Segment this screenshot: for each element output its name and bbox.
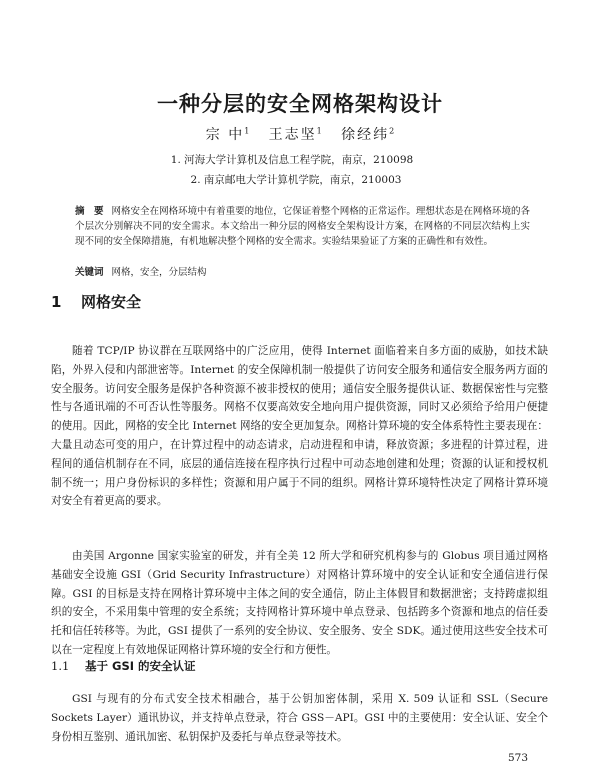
section-number: 1 xyxy=(51,293,62,311)
keywords xyxy=(75,264,207,278)
paragraph-text: GSI 与现有的分布式安全技术相融合，基于公钥加密体制，采用 X. 509 认证和 SSL（Secure Sockets Layer）通讯协议，并支持单点登录，符合 GSS－API。GSI 中的主要使用：安全认证、安全个身份相互鉴别、通讯加密、私钥保护及委托与单点登录等技术。 xyxy=(51,693,548,743)
affiliation-2: 2. 南京邮电大学计算机学院，南京，210003 xyxy=(190,174,402,186)
paper-title: 一种分层的安全网格架构设计 xyxy=(157,92,443,116)
subsection-heading xyxy=(51,658,196,674)
section-title: 网格安全 xyxy=(81,293,142,311)
abstract-label: 摘 要 xyxy=(75,206,104,217)
body-paragraph-1 xyxy=(51,342,548,511)
subsection-number: 1.1 xyxy=(51,659,70,673)
abstract xyxy=(75,204,530,249)
subsection-title: 基于 GSI 的安全认证 xyxy=(85,659,196,673)
paragraph-text: 随着 TCP/IP 协议群在互联网络中的广泛应用，使得 Internet 面临着来自多方面的威胁，如技术缺陷，外界入侵和内部泄密等。Internet 的安全保障机制一般提供了访问安全服务和通信安全服务两方面的安全服务。访问安全服务是保护各种资源不被非授权的使用；通信安全服务提供认证、数据保密性与完整性与各通讯端的不可否认性等服务。网格不仅要高效安全地向用户提供资源，同时又必须给予给用户便捷的使用。因此，网格的安全比 Internet 网络的安全更加复杂。网格计算环境的安全体系特性主要表现在：大量且动态可变的用户，在计算过程中的动态请求，启动进程和申请，释放资源；多进程的计算过程，进程间的通信机制存在不同，底层的通信连接在程序执行过程中可动态地创建和处理；资源的认证和授权机制不统一；用户身份标识的多样性；资源和用户属于不同的组织。网格计算环境特性决定了网格计算环境对安全有着更高的要求。 xyxy=(51,345,548,508)
author-line xyxy=(0,124,600,144)
abstract-text: 网格安全在网格环境中有着重要的地位，它保证着整个网格的正常运作。理想状态是在网格环境的各个层次分别解决不同的安全需求。本文给出一种分层的网格安全架构设计方案，在网格的不同层次结构上实现不同的安全保障措施，有机地解决整个网格的安全需求。实验结果验证了方案的正确性和有效性。 xyxy=(75,206,530,247)
body-paragraph-2 xyxy=(51,547,548,660)
author-1: 宗 中$^1$ xyxy=(205,126,250,143)
page-number: 573 xyxy=(508,752,529,764)
body-paragraph-3 xyxy=(51,690,548,746)
keywords-text: 网格，安全，分层结构 xyxy=(111,267,207,278)
author-3: 徐经纬$^2$ xyxy=(341,126,395,143)
paragraph-text: 由美国 Argonne 国家实验室的研发，并有全美 12 所大学和研究机构参与的 Globus 项目通过网格基础安全设施 GSI（Grid Security Infrastructure）对网格计算环境中的安全认证和安全通信进行保障。GSI 的目标是支持在网格计算环境中主体之间的安全通信，防止主体假冒和数据泄密；支持跨虚拟组织的安全，不采用集中管理的安全系统；支持网格计算环境中单点登录、包括跨多个资源和地点的信任委托和信任转移等。为此，GSI 提供了一系列的安全协议、安全服务、安全 SDK。通过使用这些安全技术可以在一定程度上有效地保证网格计算环境的安全行和方便性。 xyxy=(51,550,548,656)
section-heading xyxy=(51,291,141,312)
keywords-label: 关键词 xyxy=(75,267,104,278)
author-2: 王志坚$^1$ xyxy=(268,126,322,143)
affiliation-1: 1. 河海大学计算机及信息工程学院，南京，210098 xyxy=(170,154,414,166)
